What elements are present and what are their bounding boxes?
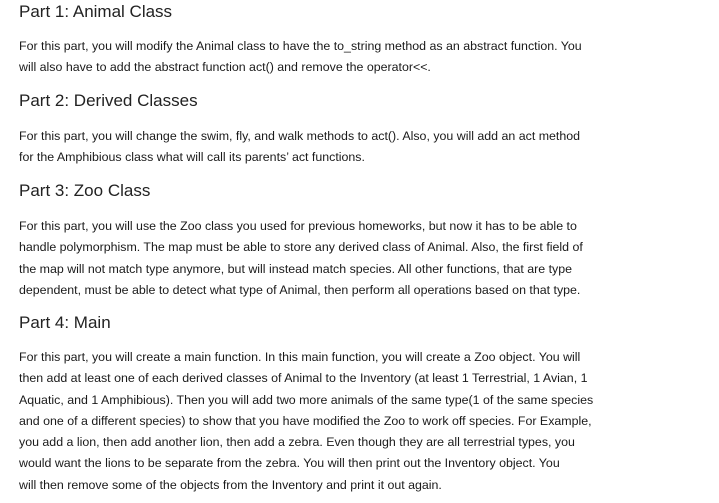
section-heading-part-4: Part 4: Main [19, 313, 111, 332]
section-heading-part-3: Part 3: Zoo Class [19, 181, 151, 200]
section-heading-part-1: Part 1: Animal Class [19, 2, 173, 21]
section-body-part-3 [19, 216, 709, 301]
body-line: you add a lion, then add another lion, then add a zebra. Even though they are all terrestrial types, you [19, 435, 575, 450]
section-body-part-1 [19, 36, 709, 79]
body-line: For this part, you will create a main function. In this main function, you will create a Zoo object. You will [19, 350, 581, 364]
body-line: For this part, you will use the Zoo class you used for previous homeworks, but now it has to be able to [19, 219, 577, 233]
body-line: then add at least one of each derived classes of Animal to the Inventory (at least 1 Terrestrial, 1 Avian, 1 [19, 371, 588, 386]
body-line: the map will not match type anymore, but will instead match species. All other functions, that are type [19, 261, 573, 276]
body-line: For this part, you will change the swim, fly, and walk methods to act(). Also, you will add an act method [19, 129, 581, 143]
section-heading-part-2: Part 2: Derived Classes [19, 91, 198, 110]
section-body-part-4 [19, 347, 709, 496]
body-line: For this part, you will modify the Animal class to have the to_string method as an abstract function. You [19, 39, 582, 53]
body-line: would want the lions to be separate from the zebra. You will then print out the Inventory object. You [19, 456, 560, 471]
body-line: will also have to add the abstract function act() and remove the operator<<. [19, 60, 431, 75]
body-line: will then remove some of the objects from the Inventory and print it out again. [19, 477, 442, 492]
body-line: and one of a different species) to show that you have modified the Zoo to work off species. For Example, [19, 413, 592, 428]
body-line: for the Amphibious class what will call its parents’ act functions. [19, 150, 365, 165]
body-line: dependent, must be able to detect what type of Animal, then perform all operations based on that type. [19, 282, 581, 297]
section-body-part-2 [19, 126, 709, 169]
body-line: Aquatic, and 1 Amphibious). Then you will add two more animals of the same type(1 of the same species [19, 392, 594, 407]
body-line: handle polymorphism. The map must be able to store any derived class of Animal. Also, the first field of [19, 240, 583, 255]
